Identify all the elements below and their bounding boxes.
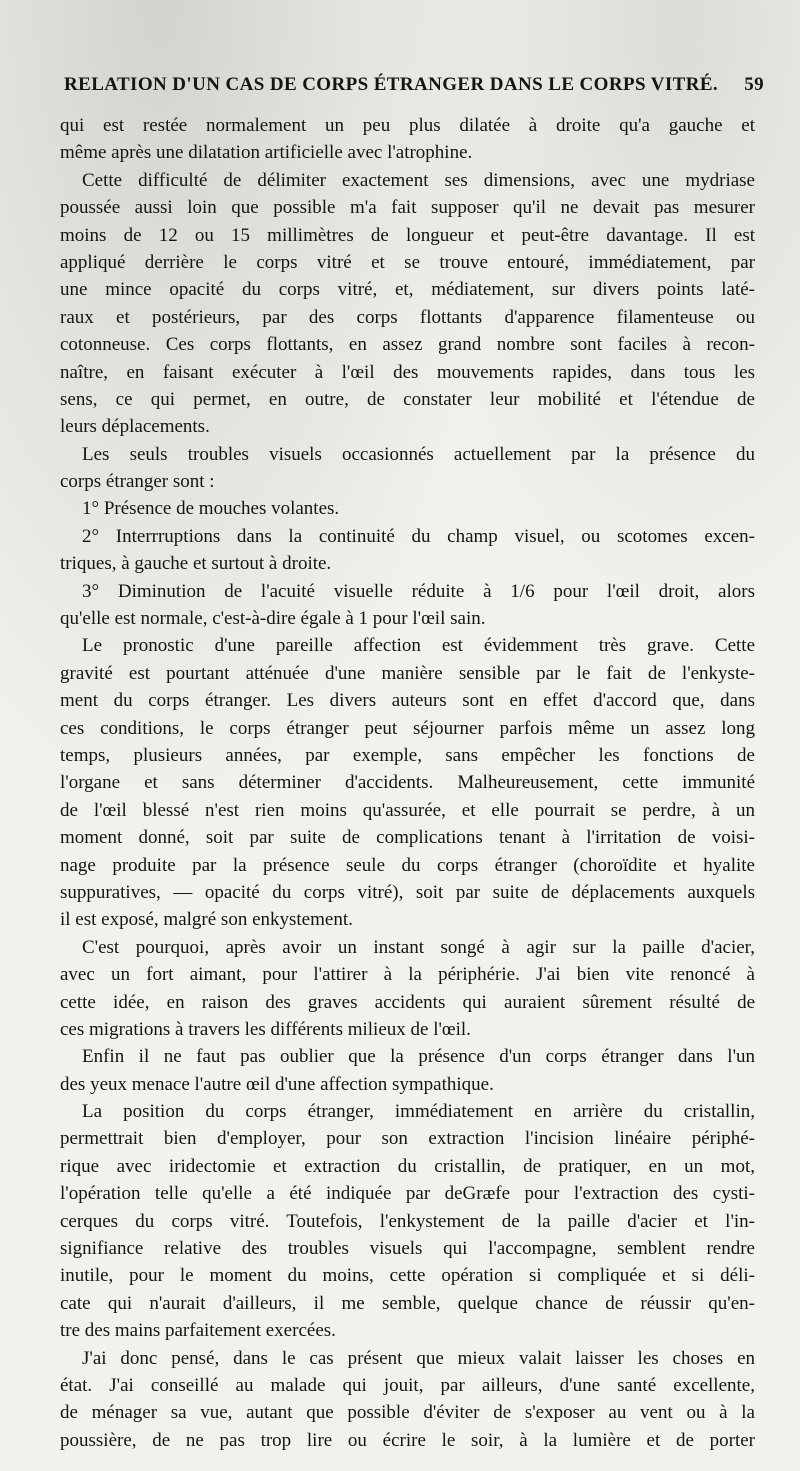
text-line: La position du corps étranger, immédiatement en arrière du cristallin, [82,1101,755,1123]
text-line: ces conditions, le corps étranger peut séjourner parfois même un assez long [60,717,755,739]
text-line: Le pronostic d'une pareille affection est évidemment très grave. Cette [82,635,755,657]
text-line: qu'elle est normale, c'est-à-dire égale à 1 pour l'œil sain. [60,608,486,630]
text-line: corps étranger sont : [60,471,215,493]
body-text [60,112,755,1454]
text-line: raux et postérieurs, par des corps flottants d'apparence filamenteuse ou [60,306,755,328]
running-title: RELATION D'UN CAS DE CORPS ÉTRANGER DANS LE CORPS VITRÉ. [64,74,719,95]
text-line: 1° Présence de mouches volantes. [82,498,340,520]
text-line: une mince opacité du corps vitré, et, médiatement, sur divers points laté- [60,279,755,301]
text-line: de ménager sa vue, autant que possible d'éviter de s'exposer au vent ou à la [60,1402,755,1424]
text-line: cette idée, en raison des graves accidents qui auraient sûrement résulté de [60,991,755,1013]
text-line: nage produite par la présence seule du corps étranger (choroïdite et hyalite [60,854,755,876]
text-line: poussée aussi loin que possible m'a fait supposer qu'il ne devait pas mesurer [60,197,755,219]
text-line: ces migrations à travers les différents milieux de l'œil. [60,1018,471,1040]
text-line: sens, ce qui permet, en outre, de constater leur mobilité et l'étendue de [60,388,755,410]
text-line: gravité est pourtant atténuée d'une manière sensible par le fait de l'enkyste- [60,662,755,684]
text-line: appliqué derrière le corps vitré et se trouve entouré, immédiatement, par [60,251,755,273]
text-line: suppuratives, — opacité du corps vitré), soit par suite de déplacements auxquels [60,881,755,903]
text-line: cerques du corps vitré. Toutefois, l'enkystement de la paille d'acier et l'in- [60,1210,755,1232]
text-line: leurs déplacements. [60,416,210,438]
running-header [64,74,764,104]
text-line: J'ai donc pensé, dans le cas présent que mieux valait laisser les choses en [82,1347,755,1369]
text-line: ment du corps étranger. Les divers auteurs sont en effet d'accord que, dans [60,690,755,712]
text-line: avec un fort aimant, pour l'attirer à la périphérie. J'ai bien vite renoncé à [60,964,755,986]
text-line: cotonneuse. Ces corps flottants, en assez grand nombre sont faciles à recon- [60,334,755,356]
text-line: naître, en faisant exécuter à l'œil des mouvements rapides, dans tous les [60,361,755,383]
text-line: signifiance relative des troubles visuels qui l'accompagne, semblent rendre [60,1238,755,1260]
text-line: 3° Diminution de l'acuité visuelle réduite à 1/6 pour l'œil droit, alors [82,580,755,602]
text-line: qui est restée normalement un peu plus dilatée à droite qu'a gauche et [60,115,755,136]
text-line: l'organe et sans déterminer d'accidents. Malheureusement, cette immunité [60,772,755,794]
page-number: 59 [744,74,764,95]
text-line: triques, à gauche et surtout à droite. [60,553,332,575]
text-line: Les seuls troubles visuels occasionnés actuellement par la présence du [82,443,755,465]
text-line: Enfin il ne faut pas oublier que la présence d'un corps étranger dans l'un [82,1046,755,1068]
text-line: cate qui n'aurait d'ailleurs, il me semble, quelque chance de réussir qu'en- [60,1292,755,1314]
text-line: 2° Interrruptions dans la continuité du champ visuel, ou scotomes excen- [82,525,755,547]
text-line: moment donné, soit par suite de complications tenant à l'irritation de voisi- [60,827,755,849]
text-line: tre des mains parfaitement exercées. [60,1320,336,1342]
text-line: état. J'ai conseillé au malade qui jouit, par ailleurs, d'une santé excellente, [60,1374,755,1396]
text-line: inutile, pour le moment du moins, cette opération si compliquée et si déli- [60,1265,755,1287]
text-line: des yeux menace l'autre œil d'une affection sympathique. [60,1073,494,1095]
text-line: même après une dilatation artificielle avec l'atrophine. [60,142,473,164]
text-line: C'est pourquoi, après avoir un instant songé à agir sur la paille d'acier, [82,936,755,958]
text-line: temps, plusieurs années, par exemple, sans empêcher les fonctions de [60,744,755,766]
text-line: l'opération telle qu'elle a été indiquée par deGræfe pour l'extraction des cysti- [60,1183,755,1205]
text-line: permettrait bien d'employer, pour son extraction l'incision linéaire périphé- [60,1128,755,1150]
text-line: poussière, de ne pas trop lire ou écrire le soir, à la lumière et de porter [60,1429,755,1451]
text-line: de l'œil blessé n'est rien moins qu'assurée, et elle pourrait se perdre, à un [60,799,755,821]
text-line: moins de 12 ou 15 millimètres de longueur et peut-être davantage. Il est [60,224,755,246]
text-line: rique avec iridectomie et extraction du cristallin, de pratiquer, en un mot, [60,1155,755,1177]
text-line: Cette difficulté de délimiter exactement ses dimensions, avec une mydriase [82,169,755,191]
text-line: il est exposé, malgré son enkystement. [60,909,353,931]
